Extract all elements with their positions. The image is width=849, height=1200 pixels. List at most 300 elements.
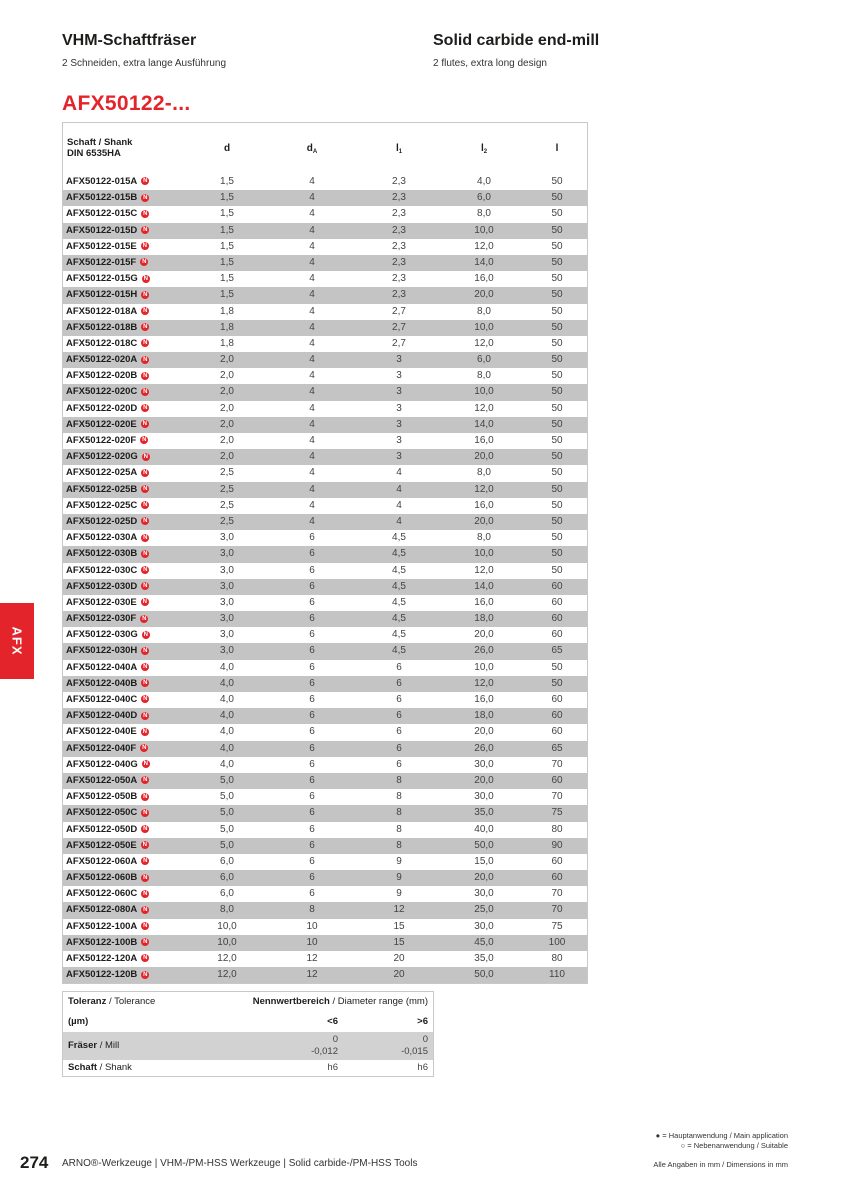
cell-l2: 12,0 xyxy=(474,402,494,414)
cell-l: 50 xyxy=(551,289,563,301)
table-header xyxy=(63,123,587,174)
cell-dA: 6 xyxy=(309,823,315,835)
cell-l1: 6 xyxy=(396,710,402,722)
cell-l2: 10,0 xyxy=(474,321,494,333)
cell-l2: 25,0 xyxy=(474,904,494,916)
cell-dA: 6 xyxy=(309,872,315,884)
header-l1-main: l xyxy=(395,143,399,154)
table-row xyxy=(63,352,587,368)
cell-l1: 12 xyxy=(393,904,405,916)
cell-d: 6,0 xyxy=(220,872,234,884)
cell-dA: 6 xyxy=(309,661,315,673)
table-row xyxy=(63,546,587,562)
cell-d: 2,0 xyxy=(220,370,234,382)
cell-l1: 4 xyxy=(396,515,402,527)
table-row xyxy=(63,822,587,838)
footer-text: ARNO®-Werkzeuge | VHM-/PM-HSS Werkzeuge | Solid carbide-/PM-HSS Tools xyxy=(62,1158,418,1169)
article-code-text: AFX50122-100A xyxy=(66,920,138,932)
cell-l1: 6 xyxy=(396,694,402,705)
cell-dA: 8 xyxy=(309,904,315,916)
material-n-icon: N xyxy=(143,971,148,978)
cell-d: 1,8 xyxy=(220,321,234,333)
cell-l2: 4,0 xyxy=(477,176,491,187)
cell-d: 3,0 xyxy=(220,645,234,657)
cell-l: 50 xyxy=(551,370,563,382)
cell-l: 50 xyxy=(551,240,563,252)
table-row xyxy=(63,838,587,854)
material-n-icon: N xyxy=(143,761,148,768)
cell-dA: 6 xyxy=(309,580,315,592)
material-n-icon: N xyxy=(143,858,148,865)
material-n-icon: N xyxy=(142,259,147,266)
cell-d: 2,5 xyxy=(220,483,234,495)
cell-d: 3,0 xyxy=(220,548,234,560)
article-code xyxy=(66,271,150,287)
cell-dA: 10 xyxy=(306,920,318,932)
cell-l: 60 xyxy=(551,629,563,641)
cell-d: 4,0 xyxy=(220,710,234,722)
article-code-text: AFX50122-060B xyxy=(66,872,138,884)
cell-d: 2,0 xyxy=(220,451,234,463)
cell-l: 50 xyxy=(551,208,563,220)
legend-main-application: ● = Hauptanwendung / Main application xyxy=(655,1131,788,1140)
material-n-icon: N xyxy=(143,518,148,525)
cell-l2: 12,0 xyxy=(474,240,494,252)
article-code-text: AFX50122-018B xyxy=(66,321,138,333)
cell-d: 2,5 xyxy=(220,515,234,527)
article-code-text: AFX50122-030H xyxy=(66,645,138,657)
cell-l: 65 xyxy=(551,742,563,754)
article-code xyxy=(66,401,149,417)
header-l1-sub: 1 xyxy=(398,149,403,155)
material-n-icon: N xyxy=(142,615,147,622)
cell-dA: 4 xyxy=(309,224,315,236)
cell-dA: 6 xyxy=(309,888,315,900)
material-n-icon: N xyxy=(143,874,148,881)
cell-l: 60 xyxy=(551,872,563,884)
cell-l: 50 xyxy=(551,435,563,446)
shank-label xyxy=(68,1060,132,1076)
table-row xyxy=(63,530,587,546)
cell-l2: 8,0 xyxy=(477,305,491,317)
cell-l: 50 xyxy=(551,564,563,576)
material-n-icon: N xyxy=(143,469,148,476)
material-n-icon: N xyxy=(143,502,148,509)
cell-l2: 20,0 xyxy=(474,872,494,884)
header-d: d xyxy=(223,143,231,154)
diameter-range-rest: / Diameter range (mm) xyxy=(329,996,428,1007)
cell-d: 2,0 xyxy=(220,435,234,446)
cell-l2: 10,0 xyxy=(474,386,494,398)
table-row xyxy=(63,967,587,983)
article-code-text: AFX50122-030E xyxy=(66,596,137,608)
cell-l: 50 xyxy=(551,192,563,204)
article-code xyxy=(66,465,149,481)
mill-label-rest: / Mill xyxy=(97,1040,120,1051)
header-dA xyxy=(307,143,317,155)
cell-dA: 4 xyxy=(309,192,315,204)
cell-l1: 8 xyxy=(396,807,402,819)
article-code xyxy=(66,676,149,692)
article-code xyxy=(66,449,150,465)
material-n-icon: N xyxy=(143,340,148,347)
material-n-icon: N xyxy=(143,534,148,541)
material-n-icon: N xyxy=(143,923,148,930)
article-code xyxy=(66,530,149,546)
table-row xyxy=(63,174,587,190)
cell-l2: 20,0 xyxy=(474,629,494,641)
cell-l2: 18,0 xyxy=(474,613,494,625)
cell-dA: 6 xyxy=(309,532,315,544)
table-row xyxy=(63,563,587,579)
cell-l1: 6 xyxy=(396,742,402,754)
table-row xyxy=(63,482,587,498)
article-code xyxy=(66,498,149,514)
cell-l1: 4,5 xyxy=(392,613,406,625)
cell-l2: 26,0 xyxy=(474,742,494,754)
cell-dA: 6 xyxy=(309,548,315,560)
cell-l: 50 xyxy=(551,176,563,187)
article-code-text: AFX50122-015C xyxy=(66,208,138,220)
cell-l1: 4,5 xyxy=(392,580,406,592)
article-code xyxy=(66,886,149,902)
cell-l2: 16,0 xyxy=(474,435,494,446)
cell-d: 1,5 xyxy=(220,224,234,236)
cell-dA: 4 xyxy=(309,176,315,187)
cell-l2: 20,0 xyxy=(474,289,494,301)
material-n-icon: N xyxy=(143,566,148,573)
table-row xyxy=(63,611,587,627)
cell-l1: 6 xyxy=(396,677,402,689)
cell-l: 65 xyxy=(551,645,563,657)
cell-d: 2,0 xyxy=(220,402,234,414)
cell-l1: 3 xyxy=(396,418,402,430)
table-row xyxy=(63,304,587,320)
cell-l1: 2,7 xyxy=(392,337,406,349)
material-n-icon: N xyxy=(143,793,148,800)
cell-d: 1,5 xyxy=(220,208,234,220)
cell-d: 4,0 xyxy=(220,726,234,738)
cell-d: 5,0 xyxy=(220,839,234,851)
cell-l: 50 xyxy=(551,677,563,689)
article-code xyxy=(66,967,149,983)
article-code xyxy=(66,433,148,449)
article-code xyxy=(66,287,149,303)
cell-l: 60 xyxy=(551,613,563,625)
article-code-text: AFX50122-040F xyxy=(66,742,137,754)
cell-dA: 4 xyxy=(309,208,315,220)
material-n-icon: N xyxy=(143,405,148,412)
article-code xyxy=(66,546,149,562)
cell-l2: 20,0 xyxy=(474,726,494,738)
tolerance-table xyxy=(62,991,434,1077)
cell-d: 4,0 xyxy=(220,742,234,754)
cell-dA: 4 xyxy=(309,451,315,463)
article-code-text: AFX50122-018C xyxy=(66,337,138,349)
table-row xyxy=(63,935,587,951)
cell-dA: 6 xyxy=(309,596,315,608)
cell-l2: 30,0 xyxy=(474,920,494,932)
cell-l1: 8 xyxy=(396,791,402,803)
article-code xyxy=(66,174,149,190)
cell-l: 60 xyxy=(551,710,563,722)
table-row xyxy=(63,919,587,935)
cell-l2: 45,0 xyxy=(474,936,494,948)
tolerance-label-bold: Toleranz xyxy=(68,996,107,1007)
article-code xyxy=(66,368,149,384)
cell-d: 6,0 xyxy=(220,855,234,867)
header-shank-line1: Schaft / Shank xyxy=(67,137,133,148)
section-tab-label: AFX xyxy=(9,626,25,656)
cell-l: 60 xyxy=(551,694,563,705)
article-code xyxy=(66,838,149,854)
article-code-text: AFX50122-030F xyxy=(66,613,137,625)
cell-l1: 15 xyxy=(393,920,405,932)
cell-l: 110 xyxy=(549,969,565,981)
cell-d: 5,0 xyxy=(220,823,234,835)
mill-label xyxy=(68,1032,119,1060)
cell-dA: 4 xyxy=(309,386,315,398)
article-code-text: AFX50122-030G xyxy=(66,629,138,641)
cell-l: 50 xyxy=(551,661,563,673)
material-n-icon: N xyxy=(143,696,148,703)
cell-l: 50 xyxy=(551,273,563,285)
cell-d: 4,0 xyxy=(220,694,234,705)
cell-dA: 4 xyxy=(309,354,315,366)
tolerance-col-lt6: <6 xyxy=(327,1016,338,1027)
cell-d: 5,0 xyxy=(220,807,234,819)
article-code xyxy=(66,563,149,579)
material-n-icon: N xyxy=(143,825,148,832)
cell-dA: 4 xyxy=(309,273,315,285)
cell-dA: 6 xyxy=(309,694,315,705)
article-code xyxy=(66,789,149,805)
cell-d: 4,0 xyxy=(220,677,234,689)
article-code xyxy=(66,595,149,611)
table-row xyxy=(63,773,587,789)
cell-dA: 6 xyxy=(309,613,315,625)
article-code xyxy=(66,757,150,773)
cell-dA: 6 xyxy=(309,791,315,803)
article-code-text: AFX50122-100B xyxy=(66,936,138,948)
article-code-text: AFX50122-025B xyxy=(66,483,138,495)
article-code-text: AFX50122-015B xyxy=(66,192,138,204)
cell-dA: 4 xyxy=(309,337,315,349)
cell-l2: 15,0 xyxy=(474,855,494,867)
cell-l1: 2,3 xyxy=(392,289,406,301)
cell-l: 50 xyxy=(551,499,563,511)
article-code-text: AFX50122-020F xyxy=(66,435,137,446)
cell-l2: 6,0 xyxy=(477,192,491,204)
article-code xyxy=(66,482,149,498)
cell-l: 80 xyxy=(551,953,563,964)
article-code xyxy=(66,627,150,643)
table-row xyxy=(63,368,587,384)
cell-dA: 4 xyxy=(309,483,315,495)
article-code-text: AFX50122-040D xyxy=(66,710,138,722)
article-code-text: AFX50122-020E xyxy=(66,418,137,430)
cell-d: 2,5 xyxy=(220,499,234,511)
article-code-text: AFX50122-040B xyxy=(66,677,138,689)
table-row xyxy=(63,336,587,352)
material-n-icon: N xyxy=(143,906,148,913)
material-n-icon: N xyxy=(143,550,148,557)
cell-d: 1,5 xyxy=(220,289,234,301)
cell-d: 8,0 xyxy=(220,904,234,916)
cell-l: 60 xyxy=(551,774,563,786)
cell-d: 1,5 xyxy=(220,176,234,187)
material-n-icon: N xyxy=(143,890,148,897)
material-n-icon: N xyxy=(142,728,147,735)
article-code xyxy=(66,919,149,935)
cell-l1: 2,3 xyxy=(392,192,406,204)
footer-dimensions-note: Alle Angaben in mm / Dimensions in mm xyxy=(653,1160,788,1169)
cell-dA: 12 xyxy=(306,969,318,981)
article-code-text: AFX50122-050B xyxy=(66,791,138,803)
cell-l1: 2,3 xyxy=(392,176,406,187)
article-code xyxy=(66,514,149,530)
tolerance-label-rest: / Tolerance xyxy=(106,996,156,1007)
cell-l: 60 xyxy=(551,726,563,738)
cell-dA: 6 xyxy=(309,629,315,641)
table-row xyxy=(63,320,587,336)
cell-l: 90 xyxy=(551,839,563,851)
cell-dA: 4 xyxy=(309,402,315,414)
cell-l2: 18,0 xyxy=(474,710,494,722)
cell-l: 50 xyxy=(551,321,563,333)
cell-l1: 3 xyxy=(396,354,402,366)
article-code xyxy=(66,579,149,595)
table-row xyxy=(63,433,587,449)
table-row xyxy=(63,870,587,886)
cell-l: 75 xyxy=(551,807,563,819)
cell-l: 50 xyxy=(551,402,563,414)
tolerance-unit-row xyxy=(63,1012,433,1032)
cell-l: 70 xyxy=(551,904,563,916)
material-n-icon: N xyxy=(143,291,148,298)
cell-l: 70 xyxy=(551,758,563,770)
title-en: Solid carbide end-mill xyxy=(433,32,600,49)
table-row xyxy=(63,951,587,967)
material-n-icon: N xyxy=(142,599,147,606)
cell-dA: 4 xyxy=(309,435,315,446)
cell-d: 2,0 xyxy=(220,386,234,398)
cell-l: 50 xyxy=(551,386,563,398)
table-row xyxy=(63,757,587,773)
cell-l2: 8,0 xyxy=(477,208,491,220)
cell-d: 1,5 xyxy=(220,240,234,252)
cell-dA: 6 xyxy=(309,742,315,754)
article-code-text: AFX50122-030B xyxy=(66,548,138,560)
header-shank-line2: DIN 6535HA xyxy=(67,148,121,159)
header-l1 xyxy=(396,143,402,155)
cell-l1: 20 xyxy=(393,953,405,964)
cell-d: 12,0 xyxy=(217,969,237,981)
cell-l2: 16,0 xyxy=(474,499,494,511)
article-code xyxy=(66,935,149,951)
cell-l2: 16,0 xyxy=(474,596,494,608)
tolerance-unit: (µm) xyxy=(68,1016,89,1027)
cell-dA: 4 xyxy=(309,515,315,527)
cell-l: 70 xyxy=(551,791,563,803)
tolerance-col-gt6: >6 xyxy=(417,1016,428,1027)
cell-d: 1,5 xyxy=(220,192,234,204)
cell-d: 1,5 xyxy=(220,256,234,268)
cell-l2: 8,0 xyxy=(477,370,491,382)
table-row xyxy=(63,789,587,805)
cell-l1: 15 xyxy=(393,936,405,948)
cell-l: 50 xyxy=(551,548,563,560)
cell-d: 2,0 xyxy=(220,354,234,366)
cell-l2: 10,0 xyxy=(474,224,494,236)
cell-l2: 30,0 xyxy=(474,791,494,803)
table-row xyxy=(63,692,587,708)
cell-l2: 30,0 xyxy=(474,888,494,900)
tolerance-shank-row xyxy=(63,1060,433,1076)
cell-dA: 6 xyxy=(309,839,315,851)
article-code xyxy=(66,352,149,368)
material-n-icon: N xyxy=(143,453,148,460)
cell-l2: 12,0 xyxy=(474,337,494,349)
material-n-icon: N xyxy=(143,194,148,201)
mill-label-bold: Fräser xyxy=(68,1040,98,1051)
material-n-icon: N xyxy=(143,680,148,687)
article-code-text: AFX50122-025D xyxy=(66,515,138,527)
material-n-icon: N xyxy=(143,356,148,363)
cell-d: 3,0 xyxy=(220,596,234,608)
cell-l2: 20,0 xyxy=(474,774,494,786)
table-row xyxy=(63,579,587,595)
article-code-text: AFX50122-020G xyxy=(66,451,138,463)
material-n-icon: N xyxy=(143,388,148,395)
shank-tol-gt6: h6 xyxy=(417,1062,428,1073)
article-code xyxy=(66,417,149,433)
cell-l: 50 xyxy=(551,337,563,349)
cell-l1: 4,5 xyxy=(392,629,406,641)
header-shank xyxy=(67,137,132,159)
table-row xyxy=(63,595,587,611)
cell-l2: 26,0 xyxy=(474,645,494,657)
table-row xyxy=(63,643,587,659)
cell-d: 5,0 xyxy=(220,791,234,803)
cell-dA: 6 xyxy=(309,645,315,657)
material-n-icon: N xyxy=(143,631,148,638)
article-code xyxy=(66,902,149,918)
material-n-icon: N xyxy=(142,437,147,444)
cell-dA: 4 xyxy=(309,289,315,301)
article-code-text: AFX50122-015G xyxy=(66,273,138,285)
table-row xyxy=(63,805,587,821)
article-code xyxy=(66,336,149,352)
material-n-icon: N xyxy=(143,178,148,185)
cell-d: 10,0 xyxy=(217,936,237,948)
article-code-text: AFX50122-040A xyxy=(66,661,138,673)
article-code-text: AFX50122-020C xyxy=(66,386,138,398)
table-row xyxy=(63,902,587,918)
cell-l2: 14,0 xyxy=(474,418,494,430)
cell-d: 2,0 xyxy=(220,418,234,430)
cell-l: 60 xyxy=(551,855,563,867)
cell-l1: 3 xyxy=(396,435,402,446)
material-n-icon: N xyxy=(143,809,148,816)
material-n-icon: N xyxy=(143,583,148,590)
cell-l1: 2,3 xyxy=(392,224,406,236)
cell-dA: 12 xyxy=(306,953,318,964)
cell-l2: 14,0 xyxy=(474,580,494,592)
cell-l: 50 xyxy=(551,305,563,317)
cell-l1: 9 xyxy=(396,872,402,884)
article-code xyxy=(66,611,148,627)
